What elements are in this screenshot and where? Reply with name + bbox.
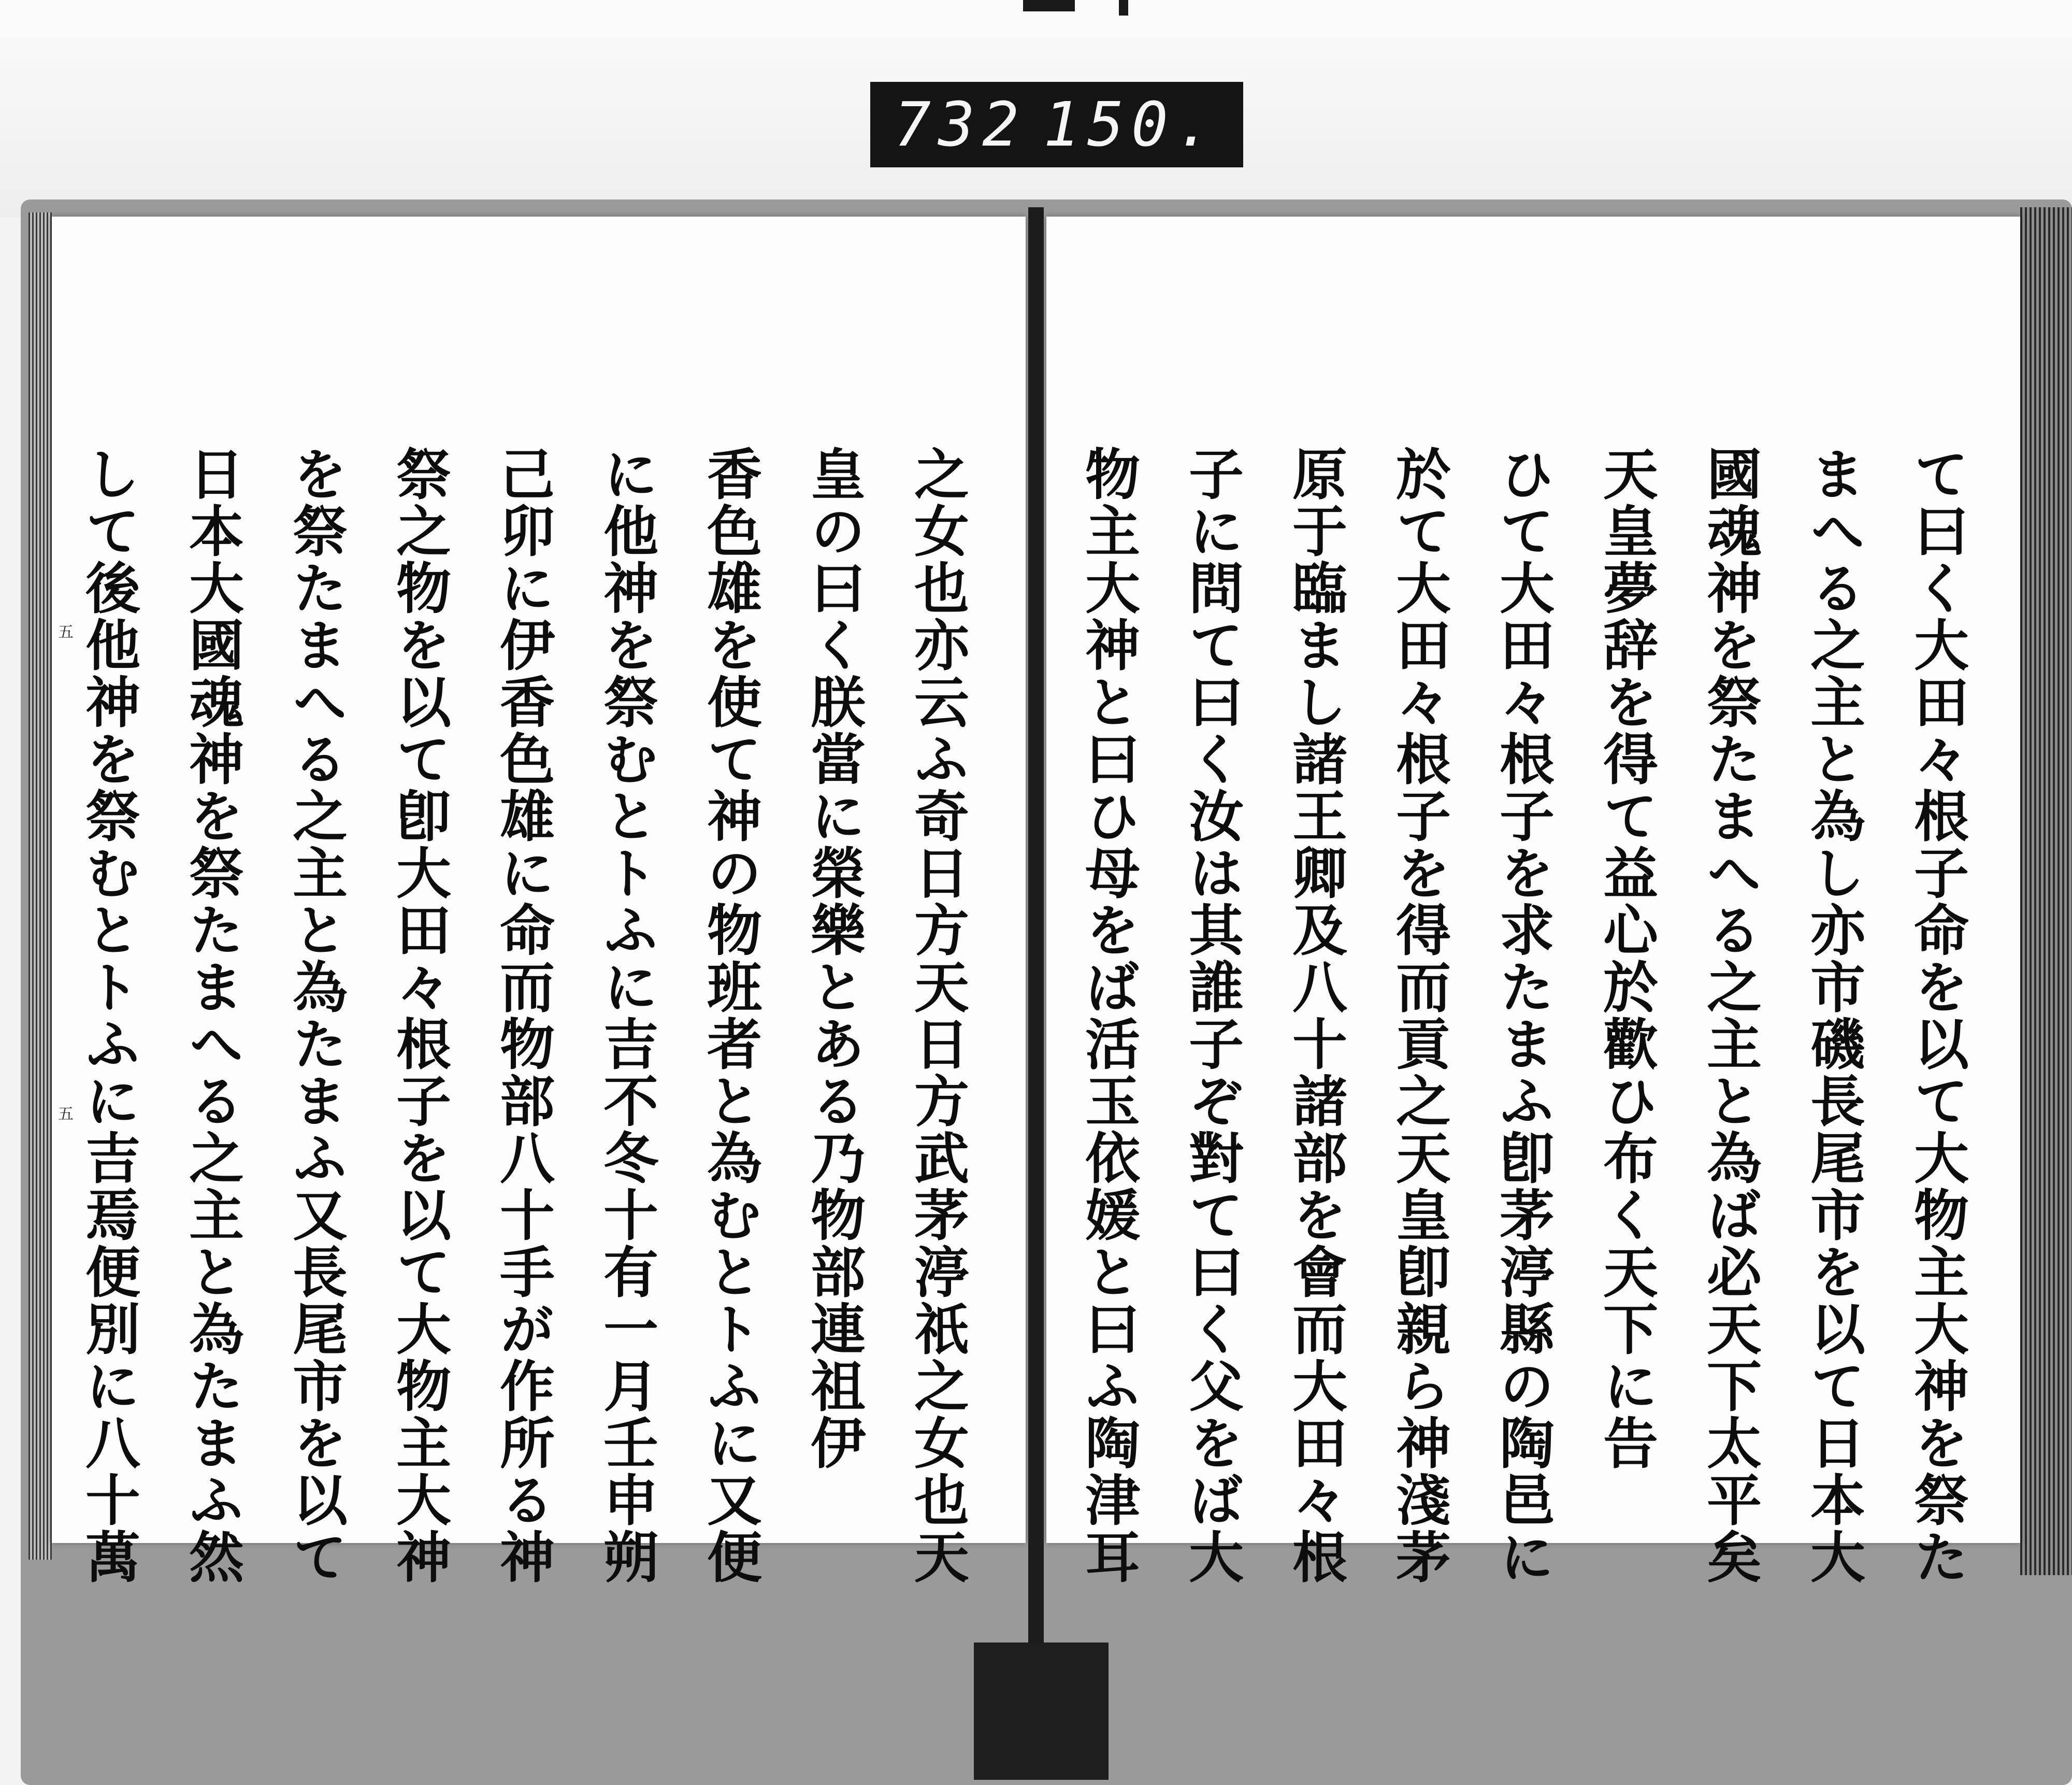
- call-number-plate: [870, 82, 1243, 167]
- text-column: 香色雄を使て神の物班者と為むとトふに又便: [698, 446, 763, 1586]
- margin-mark: 五: [58, 623, 74, 641]
- book-stand: [974, 1643, 1109, 1780]
- scan-registration-mark: [1023, 0, 1075, 11]
- text-column: 原于臨まし諸王卿及八十諸部を會而大田々根: [1284, 446, 1348, 1586]
- text-column: 祭之物を以て卽大田々根子を以て大物主大神: [387, 446, 452, 1586]
- book-right-edge: [2020, 207, 2072, 1575]
- text-column: 天皇夢辞を得て益心於歡ひ布く天下に告: [1594, 446, 1659, 1472]
- text-column: 皇の曰く朕當に榮樂とある乃物部連祖伊: [802, 446, 867, 1472]
- text-column: 子に問て曰く汝は其誰子ぞ對て曰く父をば大: [1180, 446, 1245, 1586]
- left-page-text: [77, 446, 989, 1586]
- text-column: まへる之主と為し亦市磯長尾市を以て日本大: [1802, 446, 1866, 1586]
- text-column: して後他神を祭むとトふに吉焉便別に八十萬: [77, 446, 141, 1586]
- book-gutter: [1028, 207, 1044, 1780]
- text-column: に他神を祭むとトふに吉不冬十有一月壬申朔: [595, 446, 659, 1586]
- text-column: 之女也亦云ふ奇日方天日方武茅渟祇之女也天: [905, 446, 970, 1586]
- text-column: 於て大田々根子を得而貢之天皇卽親ら神淺茅: [1387, 446, 1452, 1586]
- text-column: 己卯に伊香色雄に命而物部八十手が作所る神: [491, 446, 556, 1586]
- call-number-left: 732: [894, 89, 1027, 160]
- text-column: 日本大國魂神を祭たまへる之主と為たまふ然: [180, 446, 245, 1586]
- text-column: 國魂神を祭たまへる之主と為ば必天下太平矣: [1698, 446, 1763, 1586]
- text-column: て曰く大田々根子命を以て大物主大神を祭た: [1905, 446, 1970, 1586]
- text-column: ひて大田々根子を求たまふ卽茅渟縣の陶邑に: [1491, 446, 1556, 1586]
- margin-mark: 五: [58, 1105, 74, 1123]
- book-left-edge: [28, 212, 52, 1560]
- text-column: を祭たまへる之主と為たまふ又長尾市を以て: [284, 446, 349, 1586]
- scan-registration-mark: [1119, 0, 1128, 16]
- call-number-right: 150.: [1043, 89, 1219, 160]
- right-page-text: [1076, 446, 1989, 1586]
- text-column: 物主大神と曰ひ母をば活玉依媛と曰ふ陶津耳: [1076, 446, 1141, 1586]
